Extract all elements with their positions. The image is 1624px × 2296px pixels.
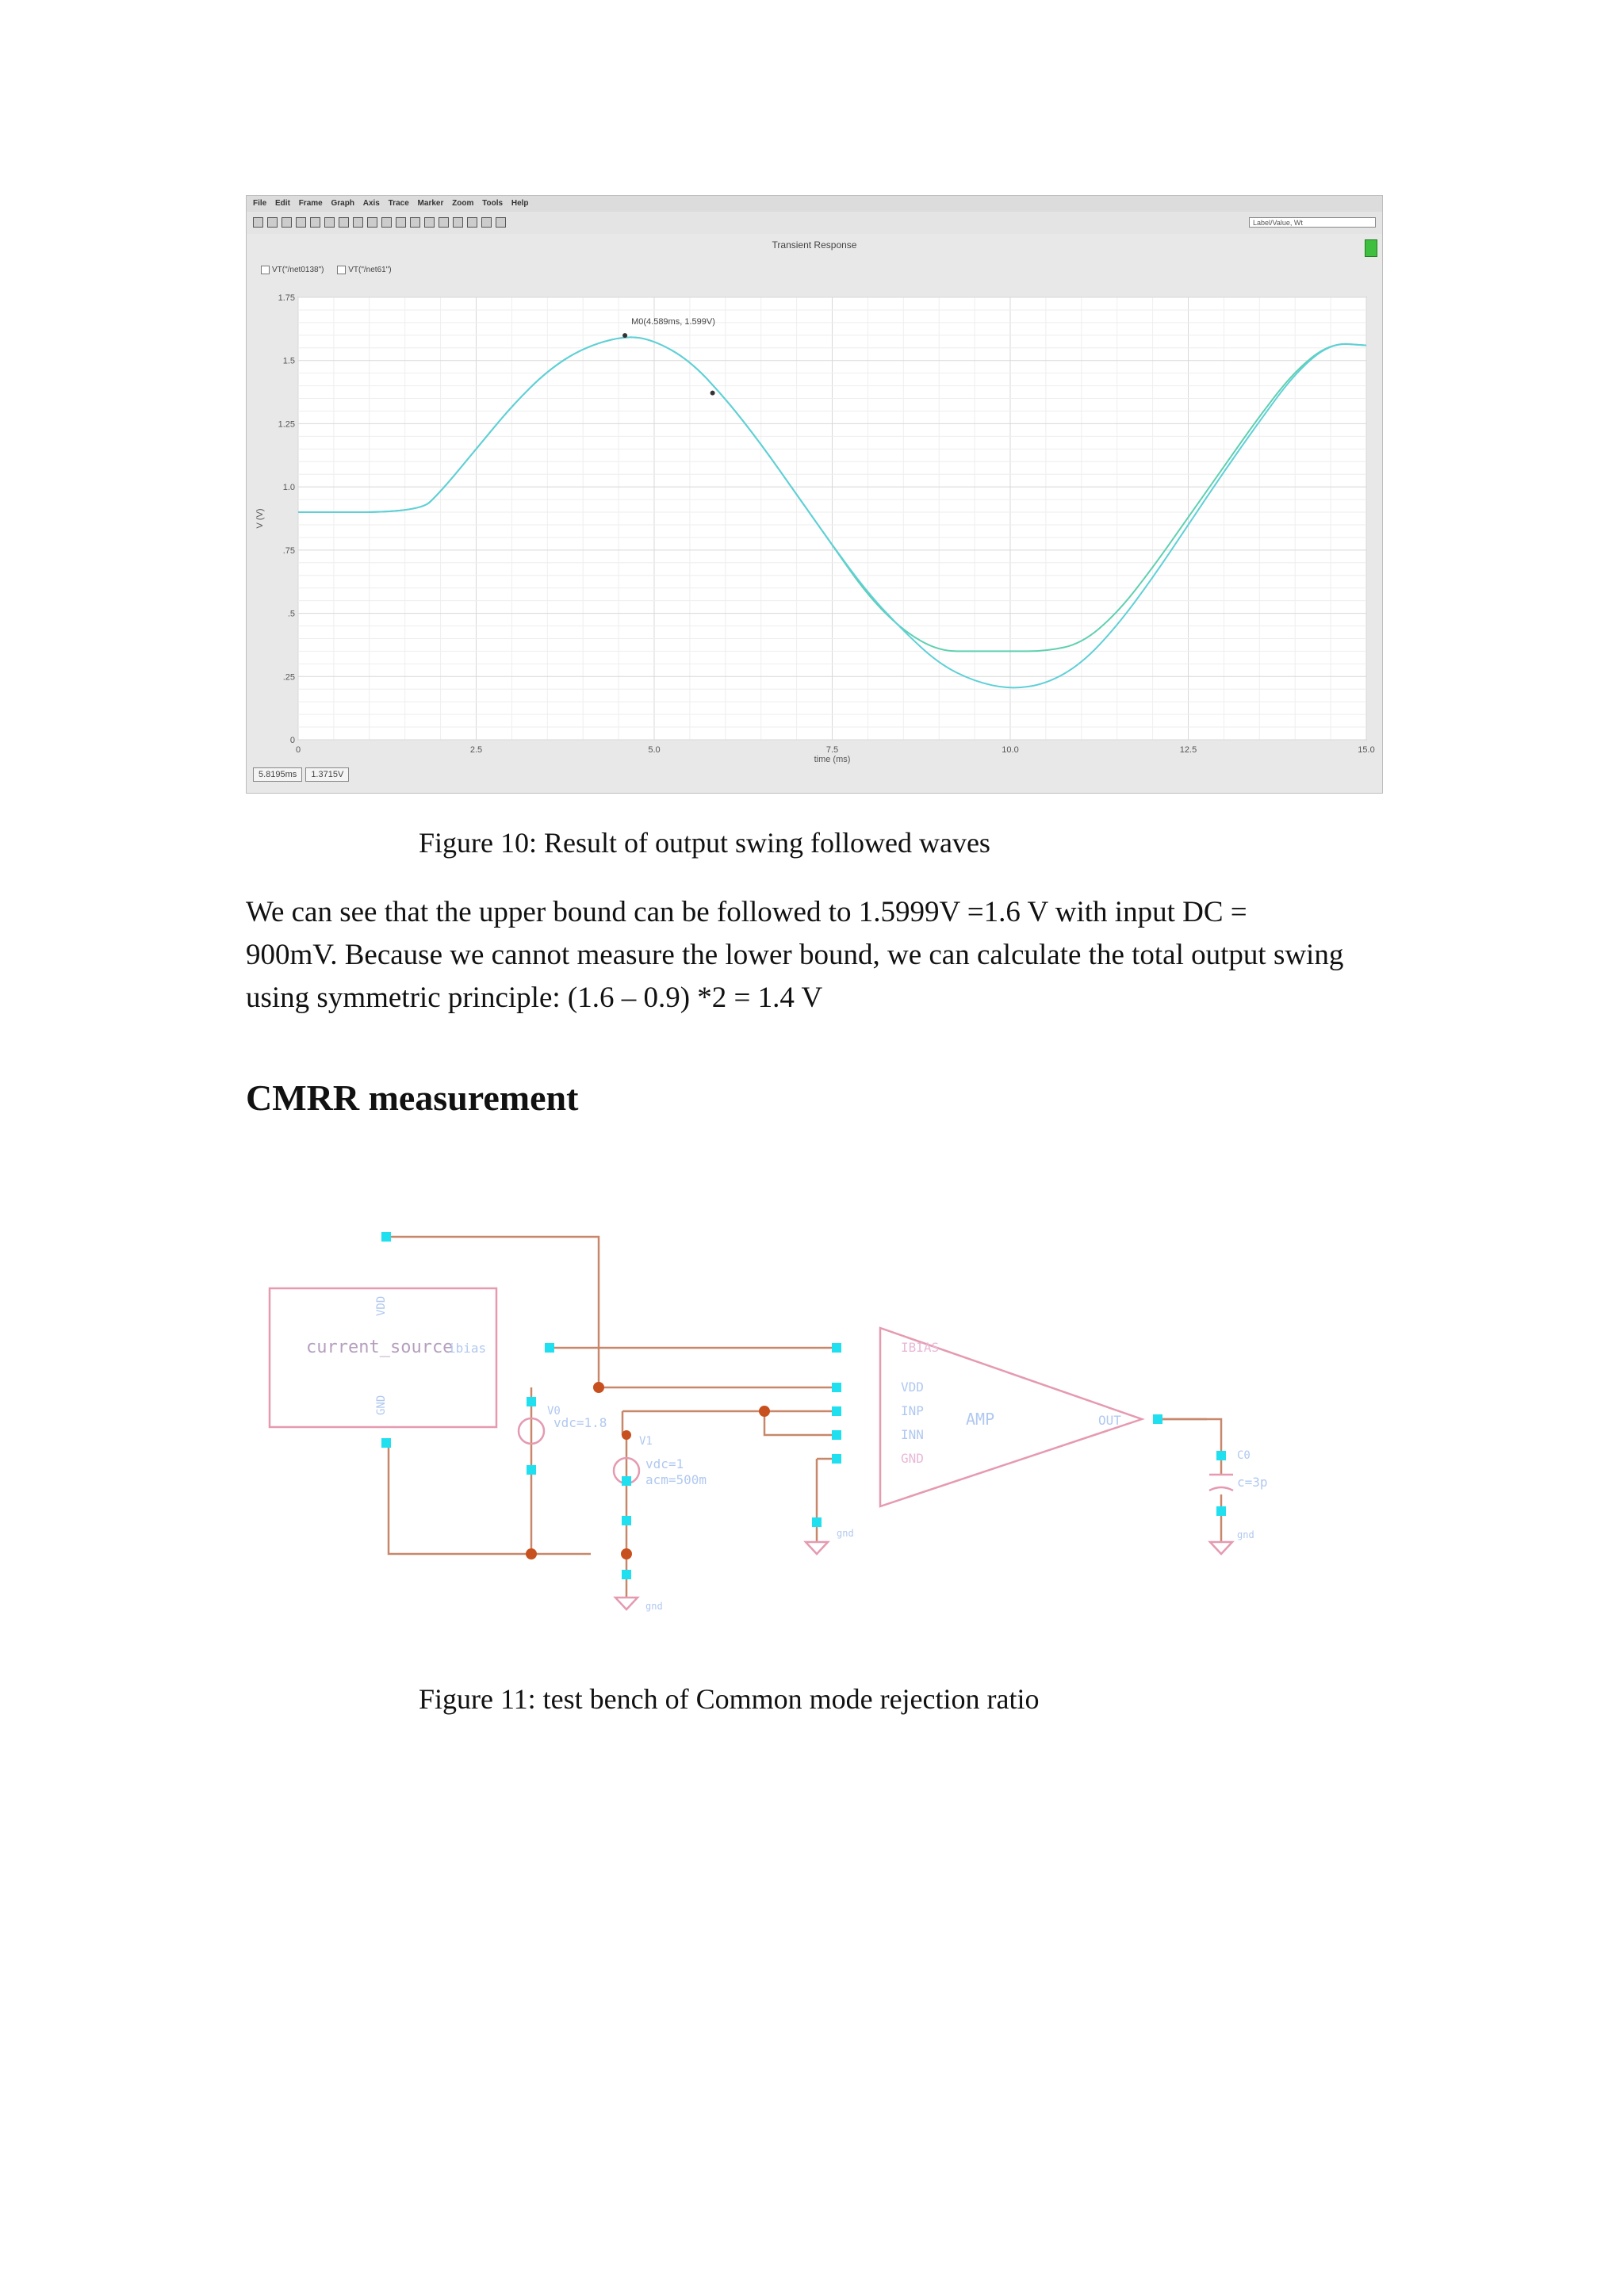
amp-pin-ibias: IBIAS bbox=[901, 1340, 940, 1355]
y-tick-label: 1.75 bbox=[278, 293, 295, 303]
legend-label-2: VT("/net61") bbox=[348, 266, 392, 274]
transient-plot bbox=[247, 196, 1382, 793]
y-axis-label: V (V) bbox=[255, 508, 265, 529]
menu-graph[interactable]: Graph bbox=[331, 199, 354, 208]
cap-value: c=3p bbox=[1237, 1475, 1268, 1490]
y-tick-label: 0 bbox=[289, 736, 295, 745]
x-tick-label: 0 bbox=[295, 745, 301, 755]
cursor-time: 5.8195ms bbox=[253, 767, 302, 782]
y-tick-label: 1.0 bbox=[282, 483, 295, 493]
section-heading: CMRR measurement bbox=[246, 1077, 579, 1118]
amp-pin-vdd: VDD bbox=[901, 1380, 924, 1395]
menu-axis[interactable]: Axis bbox=[362, 199, 380, 208]
y-tick-label: .25 bbox=[282, 672, 295, 683]
cap-plate-bottom bbox=[1209, 1487, 1233, 1490]
cursor-readout bbox=[253, 767, 352, 782]
current-source-ibias-pin: ibias bbox=[448, 1341, 487, 1356]
menu-help[interactable]: Help bbox=[511, 199, 529, 208]
y-tick-label: .75 bbox=[282, 545, 295, 556]
y-tick-label: 1.5 bbox=[282, 356, 295, 366]
legend-label-1: VT("/net0138") bbox=[272, 266, 324, 274]
figure-11-schematic bbox=[254, 1189, 1380, 1657]
gnd-label-source: gnd bbox=[645, 1601, 663, 1612]
window-title: Transient Response bbox=[772, 239, 857, 251]
y-tick-label: .5 bbox=[287, 609, 295, 619]
menu-zoom[interactable]: Zoom bbox=[452, 199, 474, 208]
figure-10-caption: Figure 10: Result of output swing followed waves bbox=[419, 827, 990, 859]
menu-trace[interactable]: Trace bbox=[388, 199, 409, 208]
body-paragraph bbox=[246, 891, 1381, 1020]
ground-symbols bbox=[615, 1542, 1232, 1609]
menu-marker[interactable]: Marker bbox=[417, 199, 444, 208]
paragraph-line-2: 900mV. Because we cannot measure the lower bound, we can calculate the total output swing bbox=[246, 939, 1344, 971]
vdd-source-inst: V0 bbox=[547, 1405, 561, 1418]
menu-edit[interactable]: Edit bbox=[275, 199, 290, 208]
menu-tools[interactable]: Tools bbox=[482, 199, 504, 208]
vdd-source-value: vdc=1.8 bbox=[553, 1415, 607, 1430]
x-tick-label: 10.0 bbox=[1002, 745, 1019, 755]
x-tick-label: 7.5 bbox=[825, 745, 839, 755]
amp-pin-out: OUT bbox=[1098, 1413, 1121, 1428]
current-source-vdd-pin: VDD bbox=[375, 1295, 388, 1316]
label-combo[interactable]: Label/Value, Wt bbox=[1249, 217, 1376, 228]
x-axis-label: time (ms) bbox=[814, 755, 851, 764]
x-tick-label: 12.5 bbox=[1179, 745, 1197, 755]
x-tick-label: 2.5 bbox=[469, 745, 483, 755]
wires bbox=[386, 1237, 1221, 1598]
amp-pin-inp: INP bbox=[901, 1403, 924, 1418]
paragraph-line-1: We can see that the upper bound can be followed to 1.5999V =1.6 V with input DC = bbox=[246, 896, 1247, 928]
menu-frame[interactable]: Frame bbox=[298, 199, 323, 208]
y-tick-label: 1.25 bbox=[278, 419, 295, 430]
menu-file[interactable]: File bbox=[253, 199, 267, 208]
current-source-name: current_source bbox=[306, 1337, 454, 1357]
marker-point-0[interactable] bbox=[622, 333, 627, 338]
figure-11-caption: Figure 11: test bench of Common mode rejection ratio bbox=[419, 1683, 1040, 1715]
cap-inst: C0 bbox=[1237, 1449, 1251, 1462]
marker-label: M0(4.589ms, 1.599V) bbox=[631, 317, 715, 327]
cursor-value: 1.3715V bbox=[305, 767, 349, 782]
current-source-gnd-pin: GND bbox=[375, 1395, 388, 1415]
amp-pin-inn: INN bbox=[901, 1427, 924, 1442]
paragraph-line-3: using symmetric principle: (1.6 – 0.9) *2 = 1.4 V bbox=[246, 982, 823, 1014]
x-tick-label: 15.0 bbox=[1358, 745, 1375, 755]
x-tick-label: 5.0 bbox=[648, 745, 661, 755]
cm-source-inst: V1 bbox=[639, 1435, 653, 1448]
amp-pin-gnd: GND bbox=[901, 1451, 924, 1466]
cm-source-acm: acm=500m bbox=[645, 1472, 707, 1487]
pin-markers bbox=[381, 1232, 1226, 1579]
cm-source-vdc: vdc=1 bbox=[645, 1456, 684, 1471]
gnd-label-cap: gnd bbox=[1237, 1529, 1254, 1540]
figure-10-waveform-window bbox=[246, 195, 1383, 794]
gnd-label-amp: gnd bbox=[837, 1528, 854, 1539]
amp-name: AMP bbox=[966, 1410, 995, 1429]
marker-point-1[interactable] bbox=[710, 391, 715, 396]
